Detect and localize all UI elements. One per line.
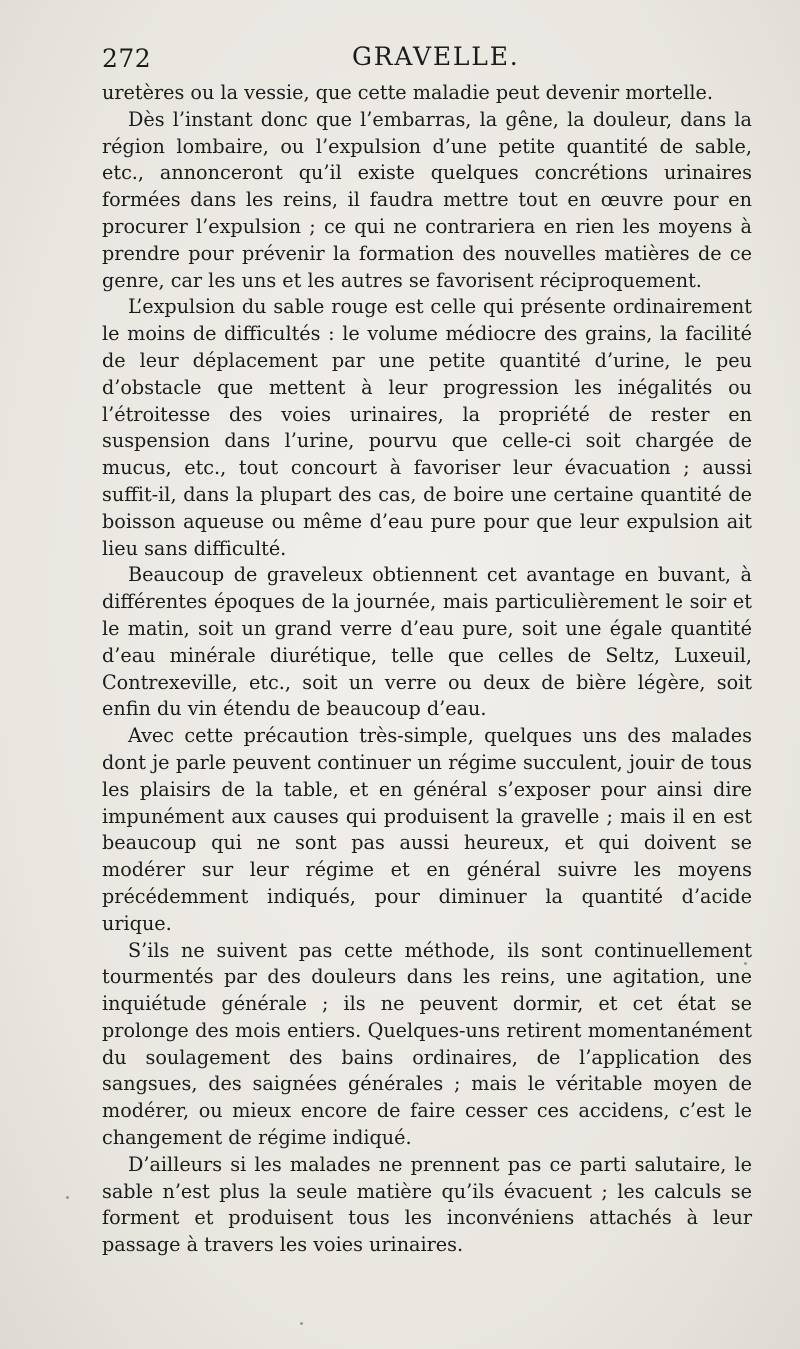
paragraph: S’ils ne suivent pas cette méthode, ils sont continuellement tourmentés par des douleurs dans les reins, une agitation, une inquiétude générale ; ils ne peuvent dormir, et cet état se prolonge des mois entiers. Quelques-uns retirent momentanément du soulagement des bains ordinaires, de l’application des sangsues, des saignées générales ; mais le véritable moyen de modérer, ou mieux encore de faire cesser ces accidens, c’est le changement de régime indiqué. — [102, 938, 752, 1150]
paragraph: uretères ou la vessie, que cette maladie peut devenir mortelle. — [102, 81, 713, 104]
paragraph: D’ailleurs si les malades ne prennent pas ce parti salutaire, le sable n’est plus la seule matière qu’ils évacuent ; les calculs se forment et produisent tous les inconvéniens attachés à leur passage à travers les voies urinaires. — [102, 1152, 752, 1257]
running-title: GRAVELLE. — [352, 42, 520, 71]
paragraph: Beaucoup de graveleux obtiennent cet avantage en buvant, à différentes époques de la journée, mais particulièrement le soir et le matin, soit un grand verre d’eau pure, soit une égale quantité d’eau minérale diurétique, telle que celles de Seltz, Luxeuil, Contrexeville, etc., soit un verre ou deux de bière légère, soit enfin du vin étendu de beaucoup d’eau. — [102, 563, 752, 721]
paper-speck — [744, 962, 747, 965]
paragraph: L’expulsion du sable rouge est celle qui présente ordinairement le moins de difficultés : le volume médiocre des grains, la facilité de leur déplacement par une petite quantité d’urine, le peu d’obstacle que mettent à leur progression les inégalités ou l’étroitesse des voies urinaires, la propriété de rester en suspension dans l’urine, pourvu que celle-ci soit chargée de mucus, etc., tout concourt à favoriser leur évacuation ; aussi suffit-il, dans la plupart des cas, de boire une certaine quantité de boisson aqueuse ou même d’eau pure pour que leur expulsion ait lieu sans difficulté. — [102, 295, 752, 560]
paper-speck — [300, 1322, 303, 1325]
body-text — [102, 80, 752, 1259]
paper-speck — [66, 1196, 69, 1199]
paragraph: Dès l’instant donc que l’embarras, la gêne, la douleur, dans la région lombaire, ou l’expulsion d’une petite quantité de sable, etc., annonceront qu’il existe quelques concrétions urinaires formées dans les reins, il faudra mettre tout en œuvre pour en procurer l’expulsion ; ce qui ne contrariera en rien les moyens à prendre pour prévenir la formation des nouvelles matières de ce genre, car les uns et les autres se favorisent réciproquement. — [102, 107, 752, 292]
paragraph: Avec cette précaution très-simple, quelques uns des malades dont je parle peuvent continuer un régime succulent, jouir de tous les plaisirs de la table, et en général s’exposer pour ainsi dire impunément aux causes qui produisent la gravelle ; mais il en est beaucoup qui ne sont pas aussi heureux, et qui doivent se modérer sur leur régime et en général suivre les moyens précédemment indiqués, pour diminuer la quantité d’acide urique. — [102, 724, 752, 935]
page-header — [102, 38, 752, 78]
page-number: 272 — [102, 44, 152, 73]
